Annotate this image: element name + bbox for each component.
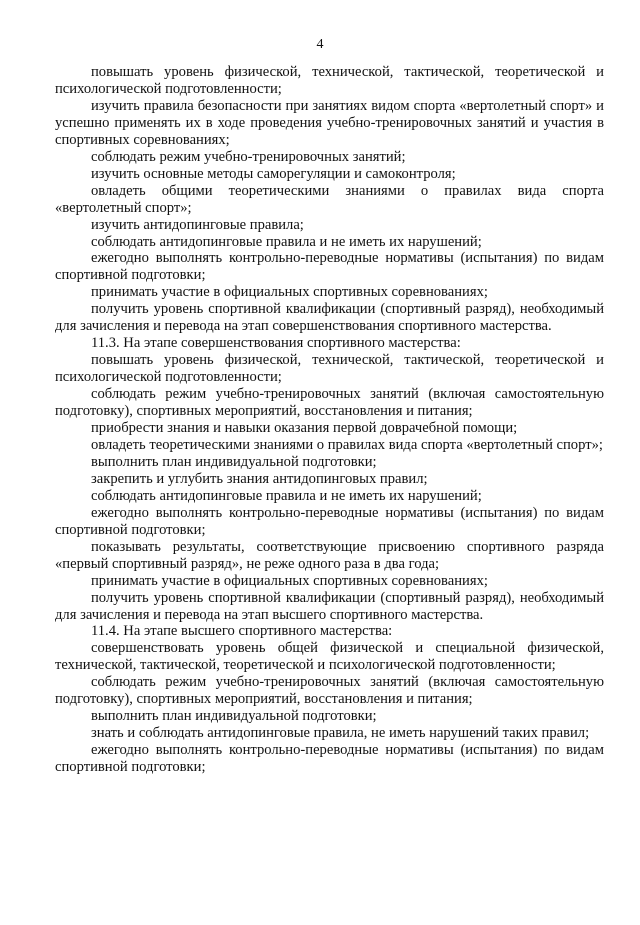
section-heading: 11.3. На этапе совершенствования спортивного мастерства: <box>91 335 461 352</box>
paragraph: получить уровень спортивной квалификации (спортивный разряд), необходимый для зачисления и перевода на этап высшего спортивного мастерства. <box>55 589 604 623</box>
paragraph: соблюдать режим учебно-тренировочных занятий; <box>91 148 406 165</box>
document-body <box>55 64 604 776</box>
paragraph: приобрести знания и навыки оказания первой доврачебной помощи; <box>91 420 518 437</box>
paragraph: ежегодно выполнять контрольно-переводные нормативы (испытания) по видам спортивной подготовки; <box>55 504 604 538</box>
paragraph: изучить правила безопасности при занятиях видом спорта «вертолетный спорт» и успешно применять их в ходе проведения учебно-тренировочных занятий и участия в спортивных соревнованиях; <box>55 97 604 148</box>
paragraph: соблюдать антидопинговые правила и не иметь их нарушений; <box>91 487 482 504</box>
paragraph: ежегодно выполнять контрольно-переводные нормативы (испытания) по видам спортивной подготовки; <box>55 742 604 776</box>
paragraph: ежегодно выполнять контрольно-переводные нормативы (испытания) по видам спортивной подготовки; <box>55 250 604 284</box>
paragraph: совершенствовать уровень общей физической и специальной физической, технической, тактической, теоретической и психологической подготовленности; <box>55 640 604 674</box>
paragraph: показывать результаты, соответствующие присвоению спортивного разряда «первый спортивный разряд», не реже одного раза в два года; <box>55 538 604 572</box>
paragraph: получить уровень спортивной квалификации (спортивный разряд), необходимый для зачисления и перевода на этап совершенствования спортивного мастерства. <box>55 301 604 335</box>
section-heading: 11.4. На этапе высшего спортивного мастерства: <box>91 623 393 640</box>
paragraph: принимать участие в официальных спортивных соревнованиях; <box>91 572 488 589</box>
paragraph: закрепить и углубить знания антидопинговых правил; <box>91 470 428 487</box>
paragraph: соблюдать режим учебно-тренировочных занятий (включая самостоятельную подготовку), спортивных мероприятий, восстановления и питания; <box>55 386 604 420</box>
paragraph: повышать уровень физической, технической, тактической, теоретической и психологической подготовленности; <box>55 352 604 386</box>
paragraph: изучить антидопинговые правила; <box>91 216 304 233</box>
page-number: 4 <box>316 37 324 52</box>
paragraph: соблюдать антидопинговые правила и не иметь их нарушений; <box>91 233 482 250</box>
paragraph: овладеть общими теоретическими знаниями о правилах вида спорта «вертолетный спорт»; <box>55 182 604 216</box>
paragraph: знать и соблюдать антидопинговые правила, не иметь нарушений таких правил; <box>91 725 590 742</box>
paragraph: изучить основные методы саморегуляции и самоконтроля; <box>91 165 456 182</box>
paragraph: соблюдать режим учебно-тренировочных занятий (включая самостоятельную подготовку), спортивных мероприятий, восстановления и питания; <box>55 674 604 708</box>
paragraph: овладеть теоретическими знаниями о правилах вида спорта «вертолетный спорт»; <box>91 436 603 453</box>
paragraph: повышать уровень физической, технической, тактической, теоретической и психологической подготовленности; <box>55 64 604 97</box>
paragraph: выполнить план индивидуальной подготовки; <box>91 453 377 470</box>
paragraph: выполнить план индивидуальной подготовки; <box>91 708 377 725</box>
paragraph: принимать участие в официальных спортивных соревнованиях; <box>91 284 488 301</box>
